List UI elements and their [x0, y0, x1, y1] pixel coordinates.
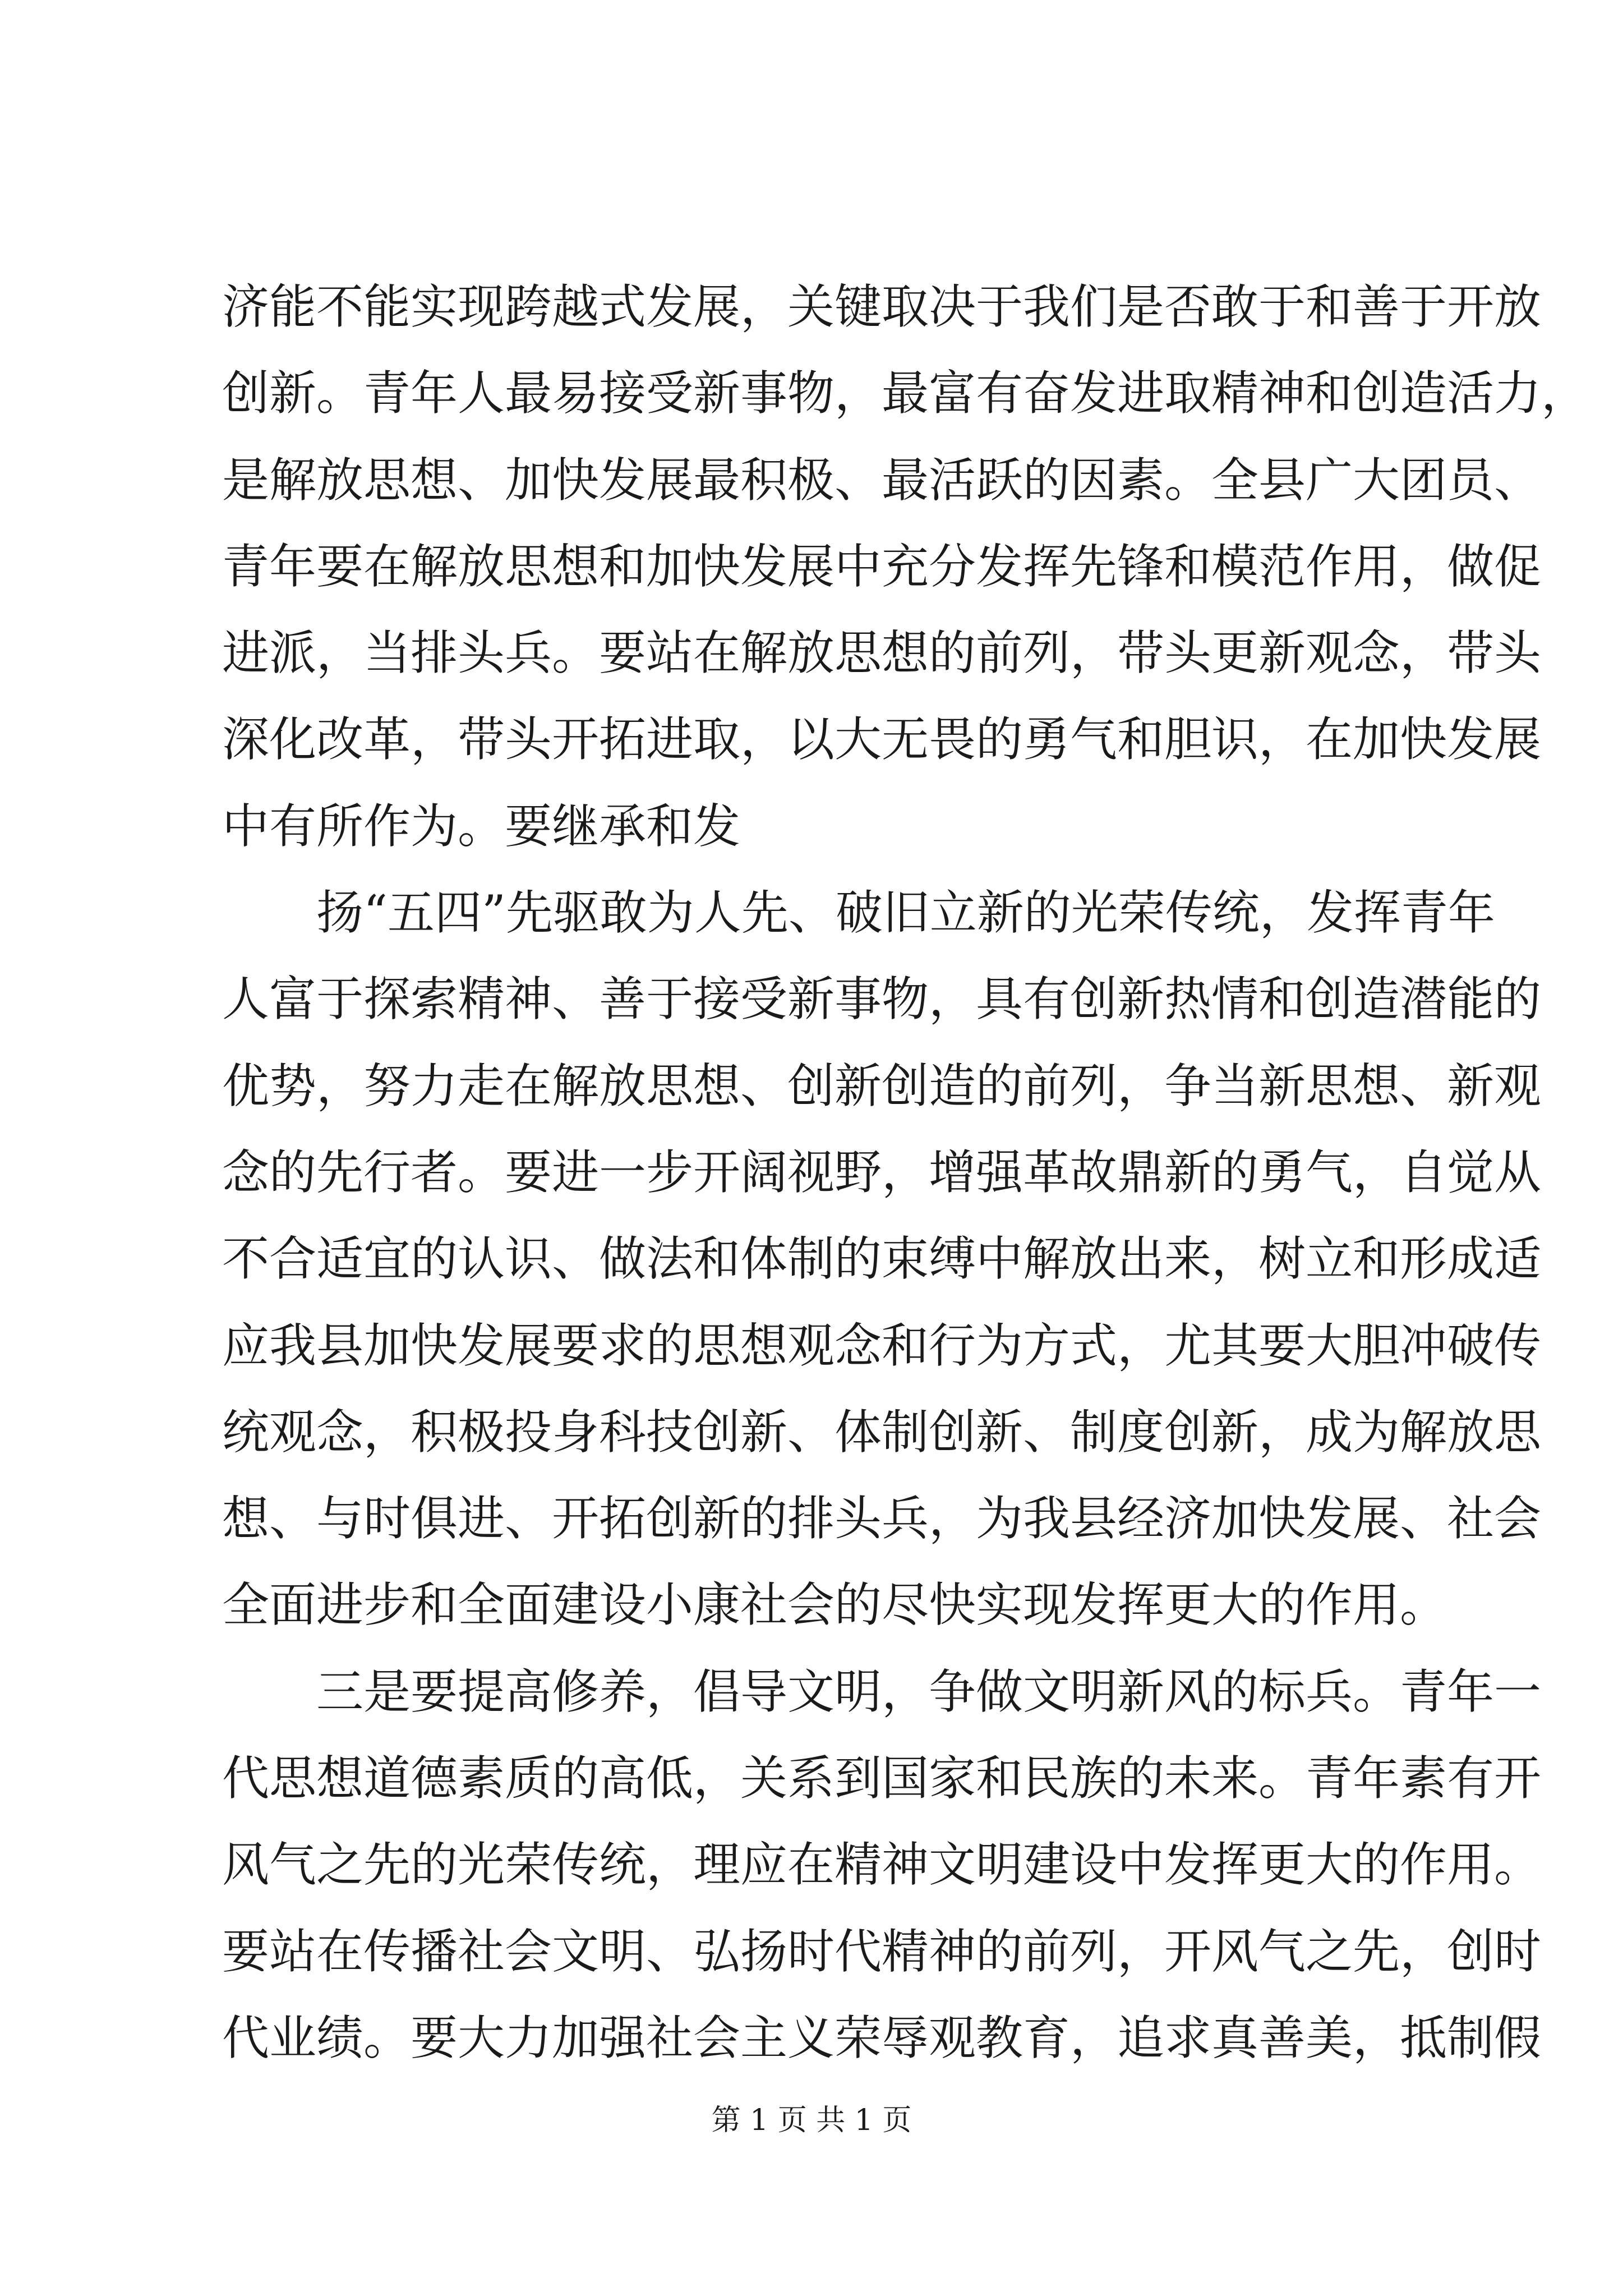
text-line: 创新。青年人最易接受新事物，最富有奋发进取精神和创造活力， — [222, 366, 1589, 421]
text-line: 是解放思想、加快发展最积极、最活跃的因素。全县广大团员、 — [222, 452, 1542, 508]
text-line: 风气之先的光荣传统，理应在精神文明建设中发挥更大的作用。 — [222, 1837, 1542, 1893]
text-line: 应我县加快发展要求的思想观念和行为方式，尤其要大胆冲破传 — [222, 1318, 1542, 1373]
text-line: 要站在传播社会文明、弘扬时代精神的前列，开风气之先，创时 — [222, 1924, 1542, 1979]
text-line: 统观念，积极投身科技创新、体制创新、制度创新，成为解放思 — [222, 1404, 1542, 1460]
text-line: 代业绩。要大力加强社会主义荣辱观教育，追求真善美，抵制假 — [222, 2010, 1542, 2065]
text-line: 想、与时俱进、开拓创新的排头兵，为我县经济加快发展、社会 — [222, 1491, 1542, 1547]
text-line: 代思想道德素质的高低，关系到国家和民族的未来。青年素有开 — [222, 1751, 1542, 1806]
text-line: 三是要提高修养，倡导文明，争做文明新风的标兵。青年一 — [316, 1664, 1542, 1719]
document-body — [222, 264, 1589, 2081]
text-line: 念的先行者。要进一步开阔视野，增强革故鼎新的勇气，自觉从 — [222, 1144, 1542, 1200]
text-line: 不合适宜的认识、做法和体制的束缚中解放出来，树立和形成适 — [222, 1231, 1542, 1287]
text-line: 扬“五四”先驱敢为人先、破旧立新的光荣传统，发挥青年 — [316, 885, 1495, 941]
page-footer — [0, 2101, 1623, 2140]
text-line: 进派，当排头兵。要站在解放思想的前列，带头更新观念，带头 — [222, 625, 1542, 681]
text-line: 中有所作为。要继承和发 — [222, 798, 741, 854]
text-line: 优势，努力走在解放思想、创新创造的前列，争当新思想、新观 — [222, 1058, 1542, 1114]
text-line: 深化改革，带头开拓进取，以大无畏的勇气和胆识，在加快发展 — [222, 712, 1542, 767]
page-number-label: 第 1 页 共 1 页 — [711, 2104, 912, 2137]
text-line: 全面进步和全面建设小康社会的尽快实现发挥更大的作用。 — [222, 1577, 1447, 1633]
text-line: 青年要在解放思想和加快发展中充分发挥先锋和模范作用，做促 — [222, 539, 1542, 594]
text-line: 济能不能实现跨越式发展，关键取决于我们是否敢于和善于开放 — [222, 279, 1542, 334]
text-line: 人富于探索精神、善于接受新事物，具有创新热情和创造潜能的 — [222, 972, 1542, 1027]
